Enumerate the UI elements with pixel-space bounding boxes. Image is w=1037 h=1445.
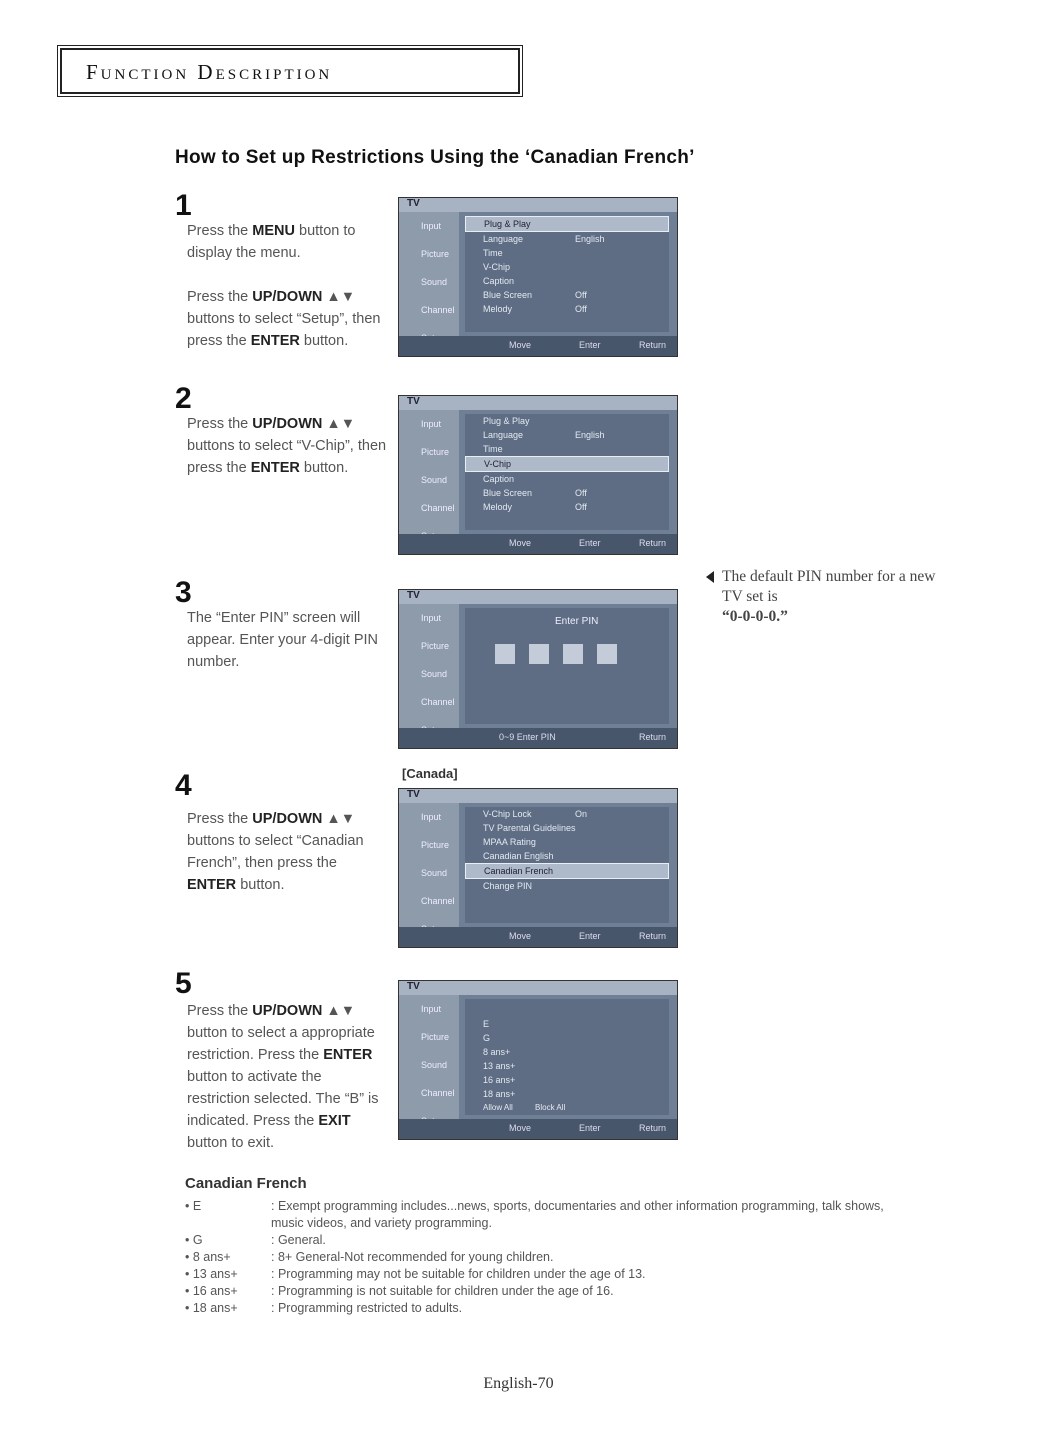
- section-header: Function Description: [86, 60, 333, 84]
- step-instructions: Press the MENU button to display the menu. Press the UP/DOWN ▲▼ buttons to select “Setup”, then press the ENTER button.: [187, 223, 381, 349]
- step-number: 5: [175, 967, 192, 1000]
- tv-screen-canada-vchip: TV Input Picture Sound Channel V-Chip Lock On TV Parental Guidelines MPAA Rating Canadian English Canadian French Change PIN Move Enter Return: [398, 788, 678, 948]
- section-header-box: [60, 48, 520, 94]
- arrow-left-icon: [706, 571, 714, 583]
- legend-row: • E : Exempt programming includes...news, sports, documentaries and other information programming, talk shows, music videos, and variety programming.: [185, 1199, 884, 1230]
- canada-label: [Canada]: [402, 766, 458, 781]
- step-number: 3: [175, 576, 192, 609]
- step-instructions: Press the UP/DOWN ▲▼ buttons to select “Canadian French”, then press the ENTER button.: [187, 811, 364, 893]
- tv-screen-setup: TV Input Picture Sound Channel Plug & Play Language English Time V-Chip Caption Blue Screen Off Melody Off Move Enter Return: [398, 197, 678, 357]
- tv-screen-vchip-select: TV Input Picture Sound Channel Plug & Play Language English Time V-Chip Caption Blue Screen Off Melody Off Move Enter Return: [398, 395, 678, 555]
- step-3: [175, 577, 685, 742]
- step-1: [175, 190, 685, 355]
- step-instructions: Press the UP/DOWN ▲▼ button to select a appropriate restriction. Press the ENTER button to activate the restriction selected. The “B” is indicated. Press the EXIT button to exit.: [187, 1003, 379, 1151]
- tv-screen-canadian-french: TV Input Picture Sound Channel E G 8 ans+ 13 ans+ 16 ans+ 18 ans+ Allow All Block All Move Enter Return: [398, 980, 678, 1140]
- step-2: [175, 383, 685, 548]
- step-instructions: The “Enter PIN” screen will appear. Enter your 4-digit PIN number.: [187, 610, 379, 670]
- legend-title: Canadian French: [185, 1175, 307, 1192]
- page-footer: English-70: [483, 1375, 554, 1392]
- canadian-french-legend: [185, 1175, 905, 1317]
- step-instructions: Press the UP/DOWN ▲▼ buttons to select “V-Chip”, then press the ENTER button.: [187, 416, 387, 476]
- step-number: 4: [175, 769, 192, 802]
- page-title: How to Set up Restrictions Using the ‘Canadian French’: [175, 147, 695, 168]
- legend-row: • 8 ans+ : 8+ General-Not recommended for young children.: [185, 1250, 554, 1264]
- step-number: 2: [175, 382, 192, 415]
- legend-row: • 13 ans+ : Programming may not be suitable for children under the age of 13.: [185, 1267, 646, 1281]
- legend-row: • G : General.: [185, 1233, 326, 1247]
- default-pin-note: The default PIN number for a new TV set is “0-0-0-0.”: [706, 567, 936, 627]
- tv-screen-enter-pin: TV Input Picture Sound Channel Enter PIN 0~9 Enter PIN Return: [398, 589, 678, 749]
- legend-row: • 18 ans+ : Programming restricted to adults.: [185, 1301, 463, 1315]
- legend-row: • 16 ans+ : Programming is not suitable for children under the age of 16.: [185, 1284, 614, 1298]
- step-5: [175, 968, 685, 1163]
- step-4: [175, 770, 685, 940]
- step-number: 1: [175, 189, 192, 222]
